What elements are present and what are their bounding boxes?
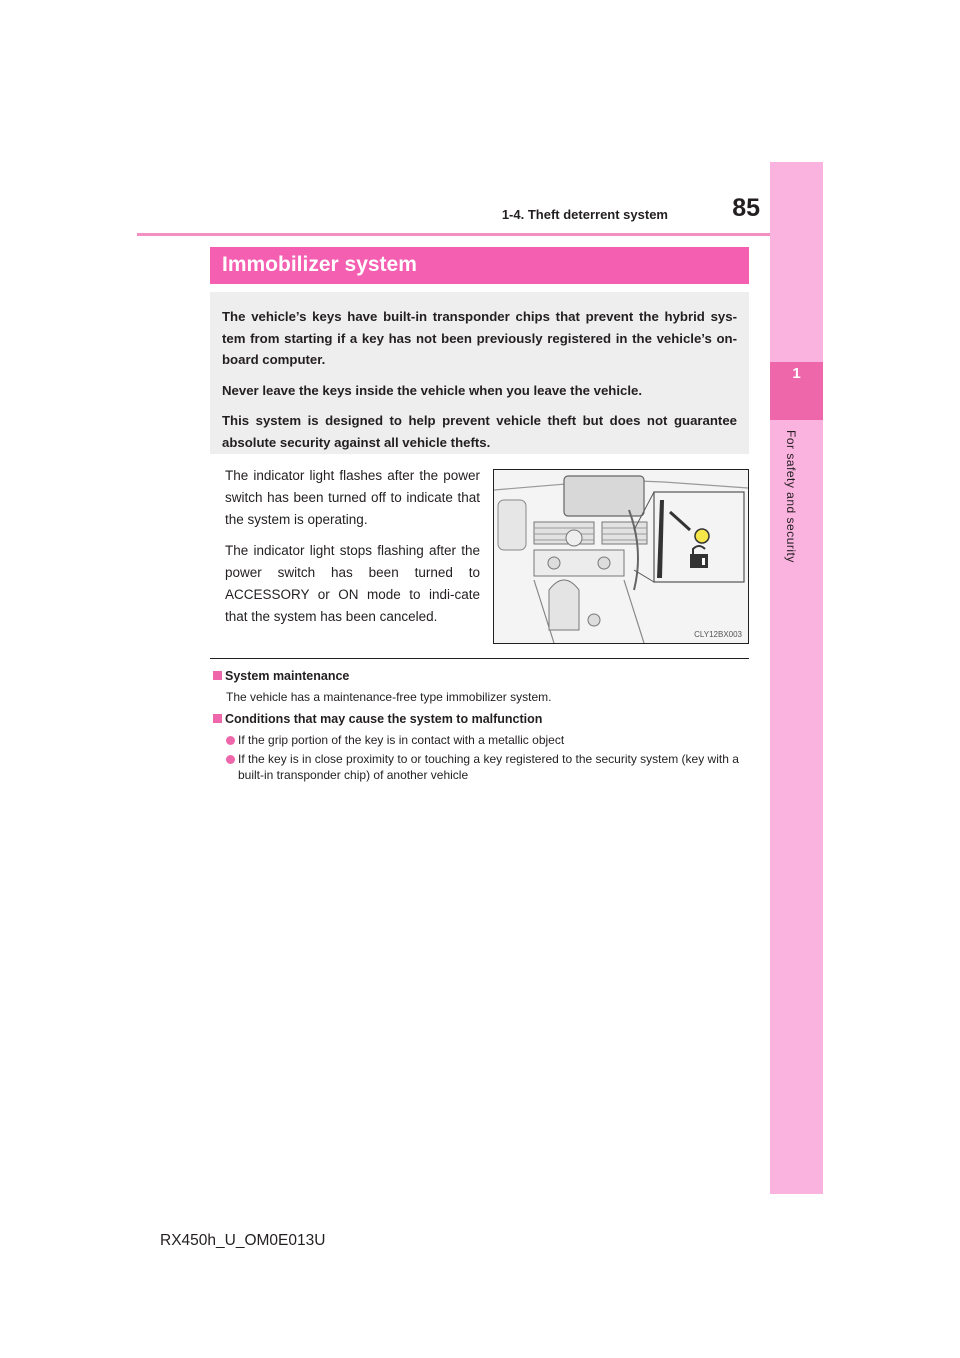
header-rule [137,233,822,236]
chapter-title: For safety and security [784,430,798,563]
section-divider [210,658,749,659]
figure-code: CLY12BX003 [694,630,742,639]
circle-bullet-icon [226,736,235,745]
square-bullet-icon [213,714,222,723]
note-heading-malfunction [213,711,753,728]
page-number: 85 [732,194,760,222]
dashboard-illustration [493,469,749,644]
intro-box [210,292,749,454]
list-item-text: If the grip portion of the key is in contact with a metallic object [238,733,565,747]
section-title-bar [210,247,749,284]
note-text: The vehicle has a maintenance-free type immobilizer system. [226,690,552,704]
note-heading-maintenance [213,668,753,685]
body-paragraph: The indicator light stops flashing after the power switch has been turned to ACCESSORY or ON mode to indi-cate that the system has been canceled. [225,543,480,624]
manual-code: RX450h_U_OM0E013U [160,1232,326,1249]
intro-paragraph: This system is designed to help prevent vehicle theft but does not guarantee absolute security against all vehicle thefts. [222,413,737,450]
note-heading-text: Conditions that may cause the system to malfunction [225,712,543,726]
square-bullet-icon [213,671,222,680]
running-header: 1-4. Theft deterrent system [501,207,668,222]
list-item [226,732,753,748]
intro-paragraph: Never leave the keys inside the vehicle when you leave the vehicle. [222,382,643,398]
notes-section [213,668,753,786]
note-heading-text: System maintenance [225,669,350,683]
chapter-side-tab[interactable] [770,162,823,1194]
list-item-text: If the key is in close proximity to or touching a key registered to the security system (key with a built-in transponder chip) of another vehicle [238,752,739,782]
dashboard-drawing [494,470,748,643]
chapter-number: 1 [792,365,801,382]
body-paragraph: The indicator light flashes after the power switch has been turned off to indicate that the system is operating. [225,468,480,527]
body-text [225,465,480,637]
intro-paragraph: The vehicle’s keys have built-in transponder chips that prevent the hybrid sys-tem from starting if a key has not been previously registered in the vehicle’s on-board computer. [222,309,737,367]
list-item [226,751,753,783]
circle-bullet-icon [226,755,235,764]
section-heading: Immobilizer system [222,253,417,276]
